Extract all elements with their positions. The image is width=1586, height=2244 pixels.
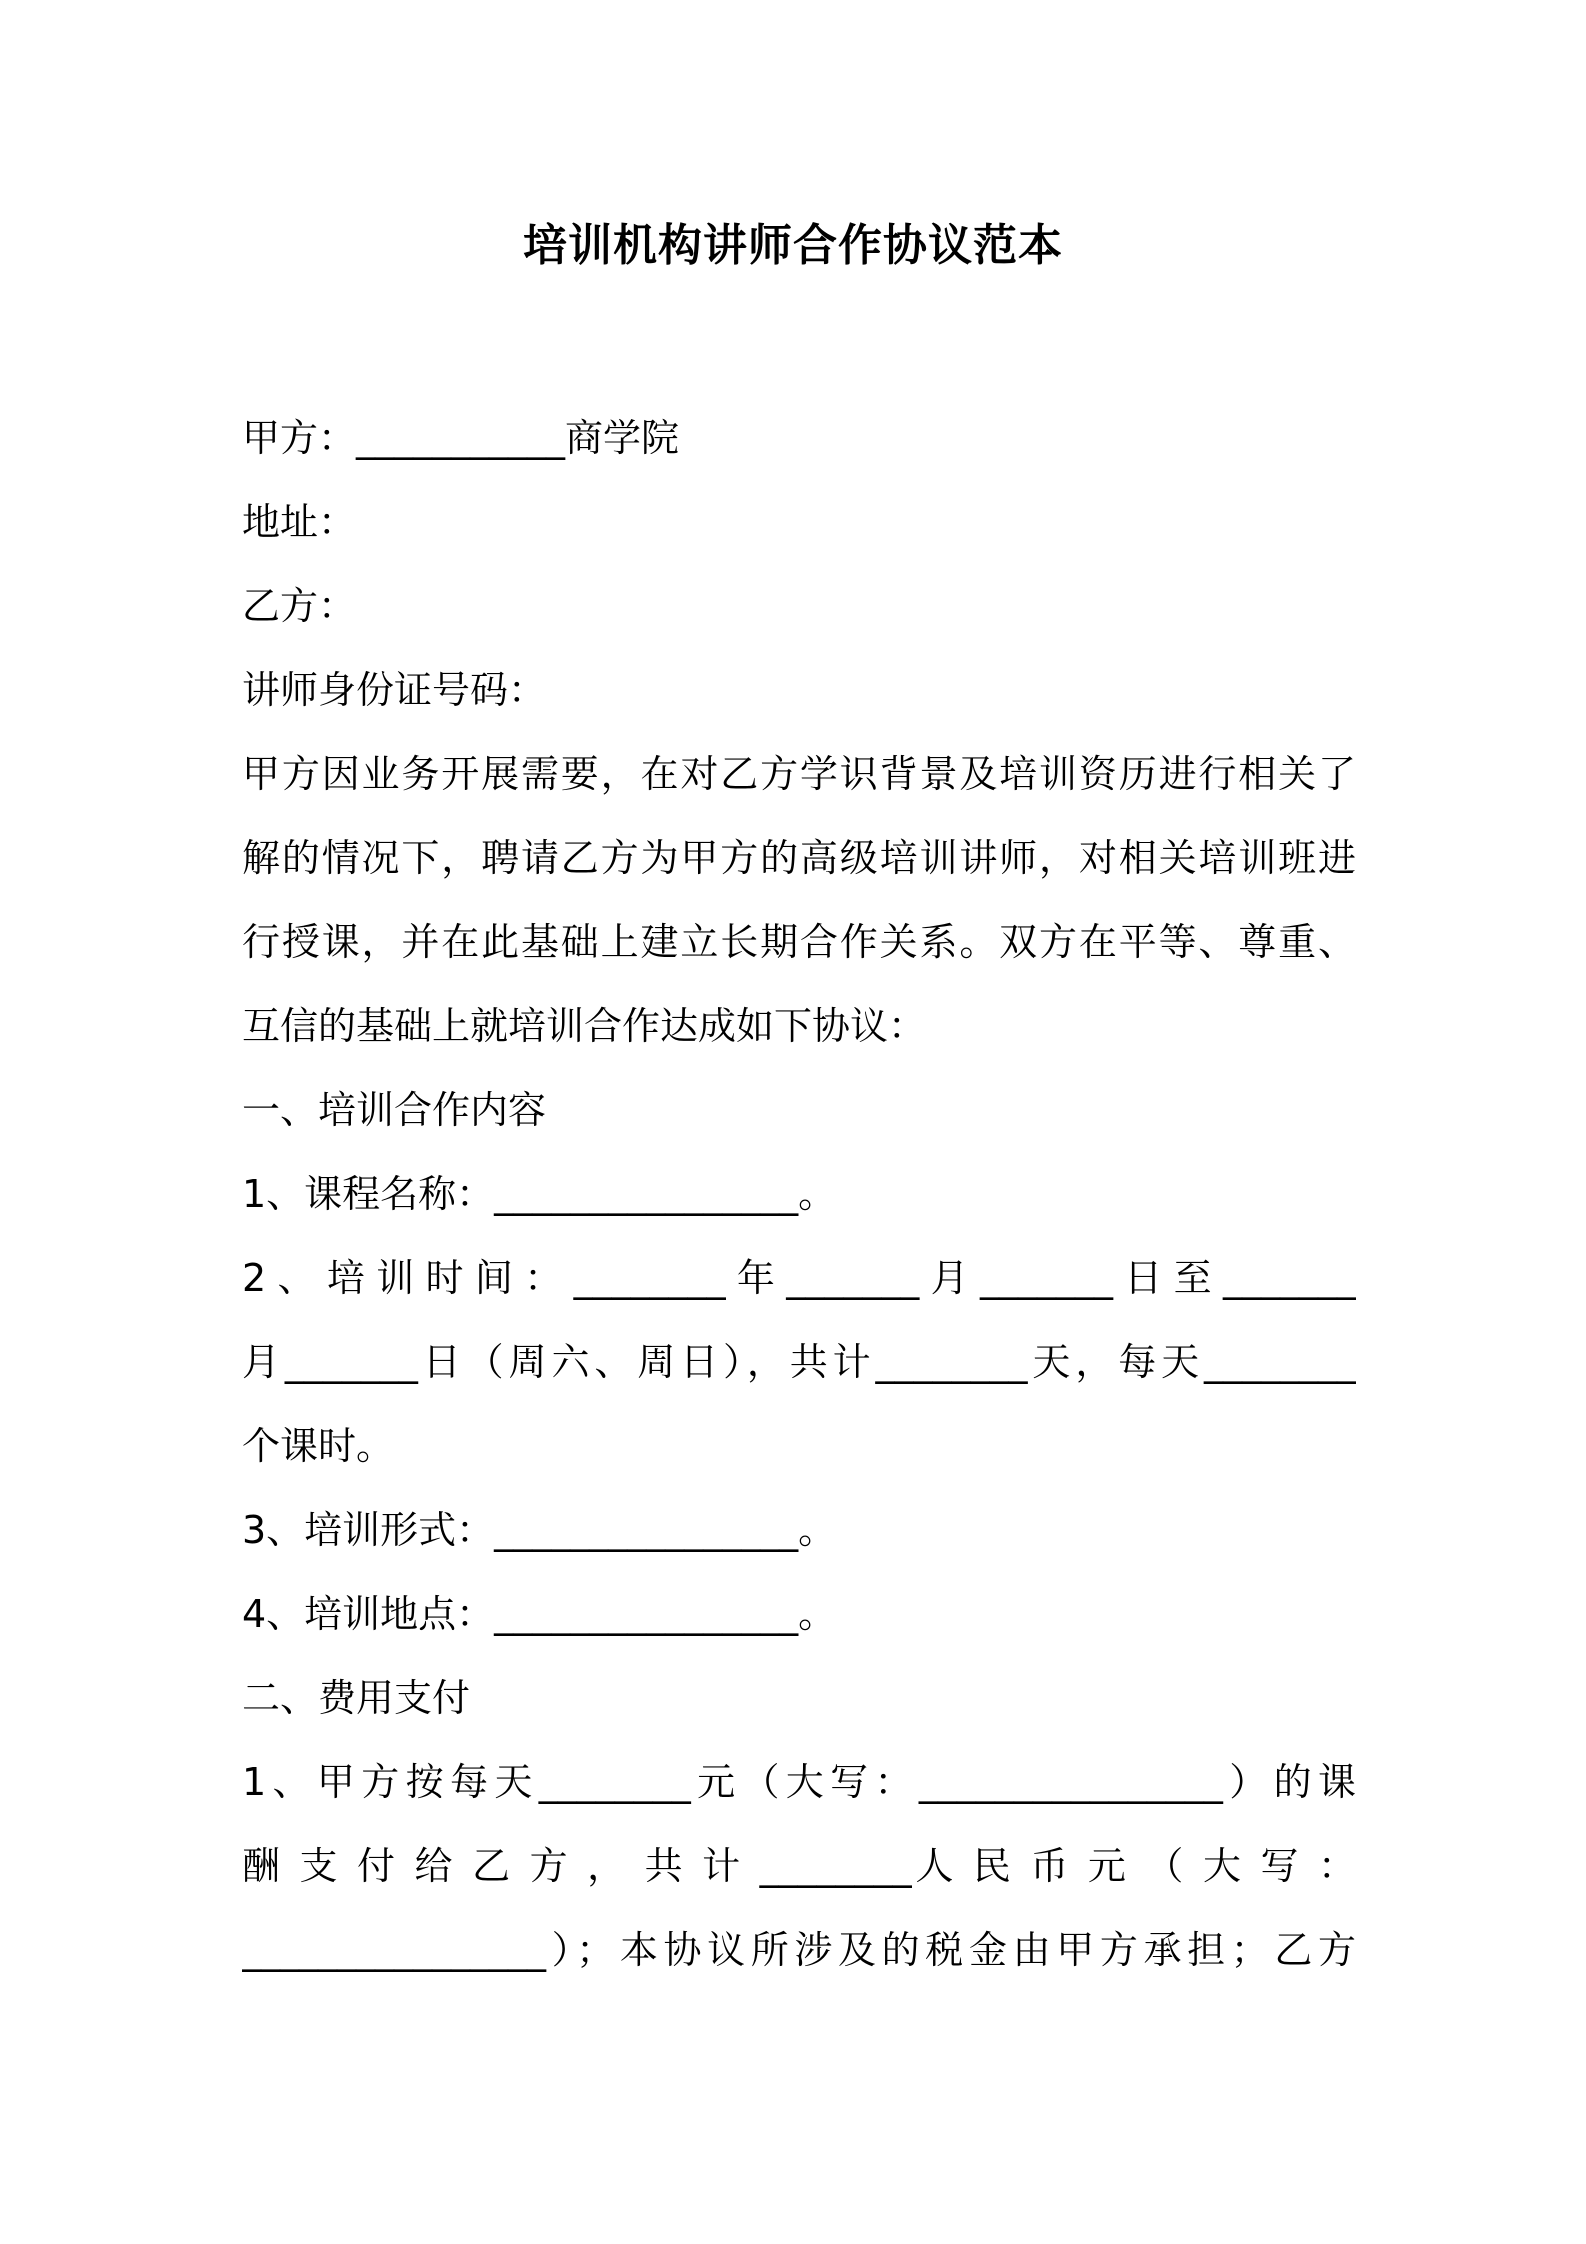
- party-b-line: 乙方：: [242, 584, 357, 628]
- id-number-line: 讲师身份证号码：: [242, 668, 547, 712]
- section-heading-1: 一、培训合作内容: [242, 1088, 547, 1132]
- address-line: 地址：: [242, 500, 357, 544]
- training-time-line-3: 个课时。: [242, 1424, 395, 1468]
- party-a-line: 甲方：___________商学院: [242, 416, 680, 460]
- preamble-line-2: 解的情况下，聘请乙方为甲方的高级培训讲师，对相关培训班进: [242, 836, 1356, 880]
- course-name-line: 1、课程名称：________________。: [242, 1172, 837, 1216]
- payment-line-3: ________________）；本协议所涉及的税金由甲方承担；乙方: [242, 1928, 1356, 1972]
- training-form-line: 3、培训形式：________________。: [242, 1508, 837, 1552]
- training-time-line-1: 2、培训时间：________年_______月_______日至_______: [242, 1256, 1356, 1300]
- preamble-line-1: 甲方因业务开展需要，在对乙方学识背景及培训资历进行相关了: [242, 752, 1356, 796]
- preamble-line-4: 互信的基础上就培训合作达成如下协议：: [242, 1004, 927, 1048]
- training-time-line-2: 月_______日（周六、周日），共计________天，每天________: [242, 1340, 1356, 1384]
- payment-line-1: 1、甲方按每天________元（大写：________________）的课: [242, 1760, 1356, 1804]
- section-heading-2: 二、费用支付: [242, 1676, 471, 1720]
- document-title: 培训机构讲师合作协议范本: [523, 220, 1063, 271]
- preamble-line-3: 行授课，并在此基础上建立长期合作关系。双方在平等、尊重、: [242, 920, 1356, 964]
- training-location-line: 4、培训地点：________________。: [242, 1592, 837, 1636]
- payment-line-2: 酬 支 付 给 乙 方 ， 共 计 ________人 民 币 元 （ 大 写 ：: [242, 1844, 1356, 1888]
